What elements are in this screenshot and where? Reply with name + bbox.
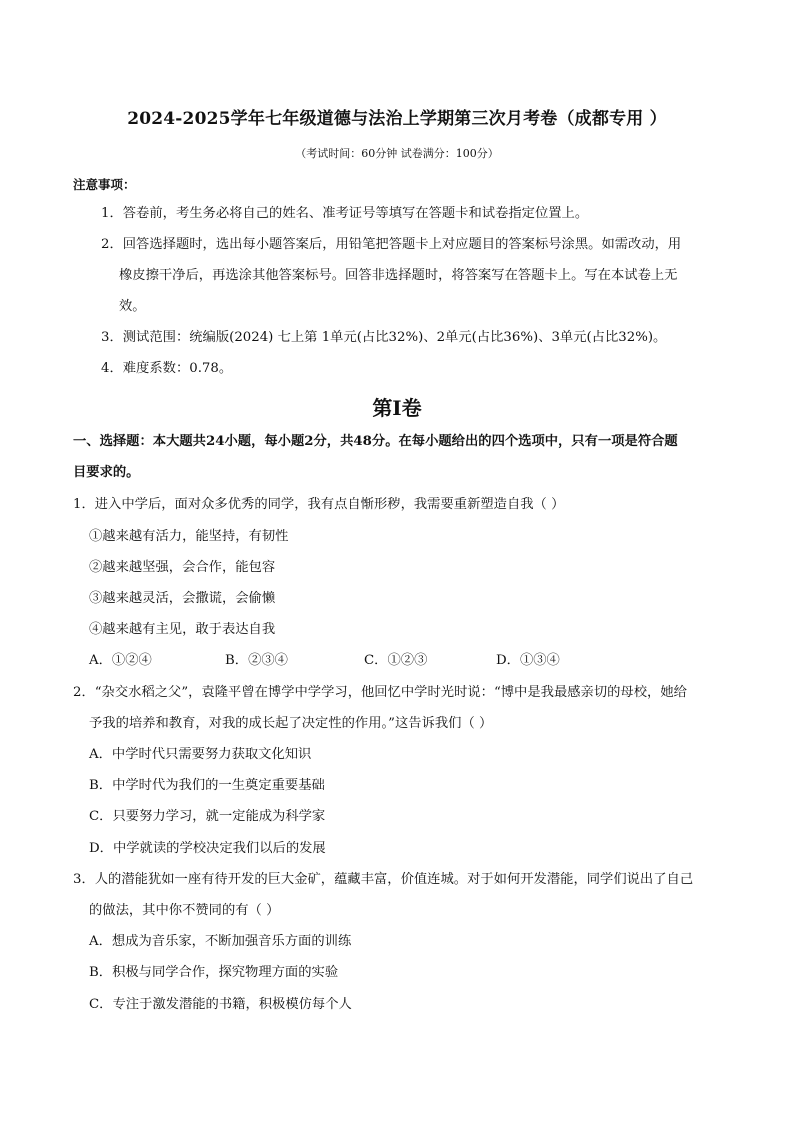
question-2-stem-continued: 予我的培养和教育，对我的成长起了决定性的作用。”这告诉我们（ ） [89, 716, 493, 731]
note-item-continued: 橡皮擦干净后，再选涂其他答案标号。回答非选择题时，将答案写在答题卡上。写在本试卷上无 [119, 268, 678, 283]
question-2-option-d[interactable]: D．中学就读的学校决定我们以后的发展 [89, 841, 326, 856]
section-title: 第I卷 [372, 396, 422, 420]
question-3-option-c[interactable]: C．专注于激发潜能的书籍，积极模仿每个人 [89, 997, 352, 1012]
question-3-stem-continued: 的做法，其中你不赞同的有（ ） [89, 903, 280, 918]
question-2-stem: 2．“杂交水稻之父”，袁隆平曾在博学中学学习，他回忆中学时光时说：“博中是我最感亲切的母校，她给 [73, 685, 687, 700]
question-1-option-b[interactable]: B．②③④ [225, 653, 288, 668]
question-2-option-c[interactable]: C．只要努力学习，就一定能成为科学家 [89, 809, 326, 824]
question-2-option-a[interactable]: A．中学时代只需要努力获取文化知识 [89, 747, 312, 762]
question-1-statement: ①越来越有活力，能坚持，有韧性 [89, 529, 289, 544]
question-1-option-a[interactable]: A．①②④ [89, 653, 152, 668]
section-instruction: 一、选择题：本大题共24小题，每小题2分，共48分。在每小题给出的四个选项中，只有一项是符合题 [73, 434, 678, 449]
question-1-stem: 1．进入中学后，面对众多优秀的同学，我有点自惭形秽，我需要重新塑造自我（ ） [73, 497, 565, 512]
question-3-stem: 3．人的潜能犹如一座有待开发的巨大金矿，蕴藏丰富，价值连城。对于如何开发潜能，同学们说出了自己 [73, 872, 694, 887]
section-instruction-continued: 目要求的。 [73, 465, 140, 480]
note-item: 3．测试范围：统编版(2024) 七上第 1单元(占比32%)、2单元(占比36%)、3单元(占比32%)。 [101, 330, 667, 345]
note-item-continued: 效。 [119, 299, 146, 314]
question-1-statement: ③越来越灵活，会撒谎，会偷懒 [89, 591, 276, 606]
question-2-option-b[interactable]: B．中学时代为我们的一生奠定重要基础 [89, 778, 325, 793]
note-item: 4．难度系数：0.78。 [101, 361, 233, 376]
exam-title: 2024-2025学年七年级道德与法治上学期第三次月考卷（成都专用 ） [127, 109, 667, 129]
exam-subtitle: （考试时间：60分钟 试卷满分：100分） [295, 147, 499, 160]
question-3-option-a[interactable]: A．想成为音乐家，不断加强音乐方面的训练 [89, 934, 352, 949]
question-1-option-d[interactable]: D．①③④ [496, 653, 560, 668]
notes-heading: 注意事项： [73, 177, 136, 192]
note-item: 2．回答选择题时，选出每小题答案后，用铅笔把答题卡上对应题目的答案标号涂黑。如需改动，用 [101, 237, 682, 252]
question-1-statement: ②越来越坚强，会合作，能包容 [89, 560, 276, 575]
question-1-option-c[interactable]: C．①②③ [364, 653, 428, 668]
question-1-statement: ④越来越有主见，敢于表达自我 [89, 622, 276, 637]
note-item: 1．答卷前，考生务必将自己的姓名、准考证号等填写在答题卡和试卷指定位置上。 [101, 206, 589, 221]
question-3-option-b[interactable]: B．积极与同学合作，探究物理方面的实验 [89, 965, 339, 980]
